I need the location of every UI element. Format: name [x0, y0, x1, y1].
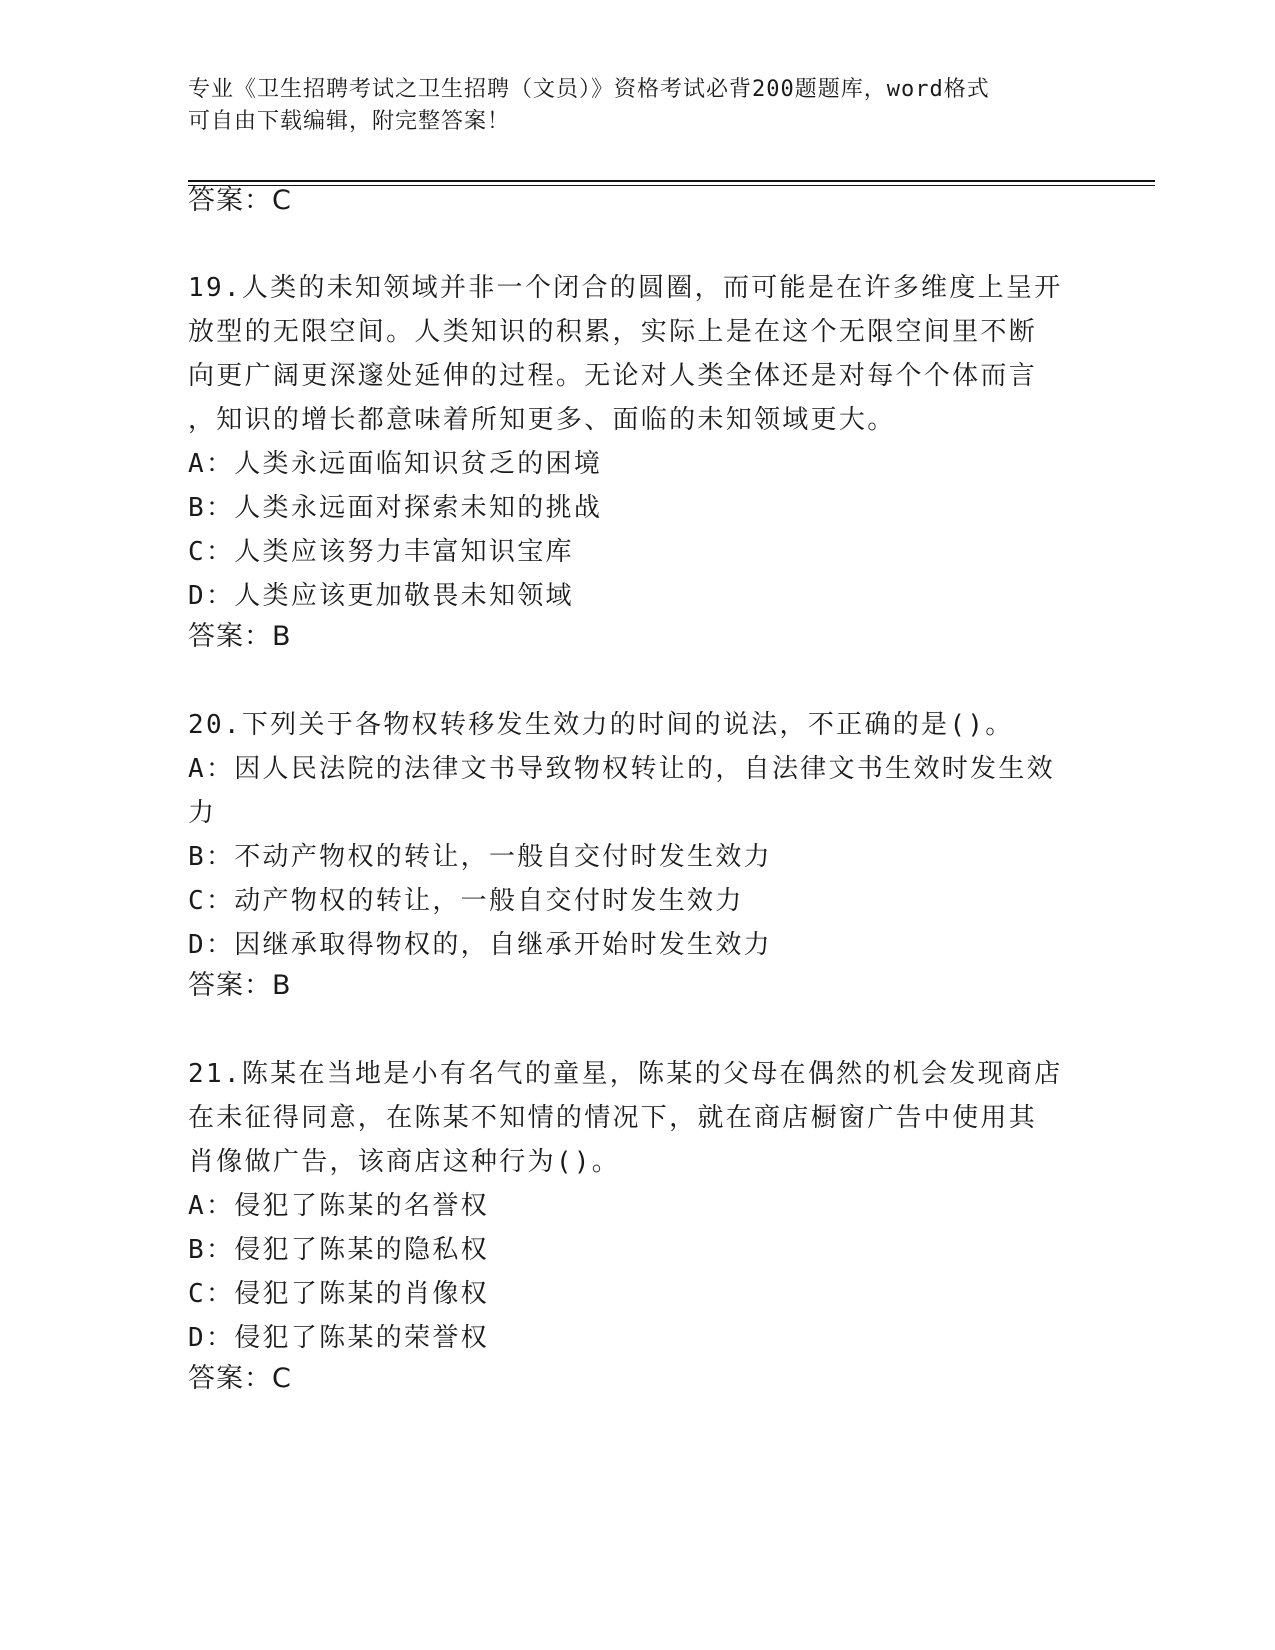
question-stem-line: ，知识的增长都意味着所知更多、面临的未知领域更大。	[188, 405, 896, 435]
question-stem-line: 19.人类的未知领域并非一个闭合的圆圈，而可能是在许多维度上呈开	[188, 273, 1063, 303]
answer: 答案：C	[188, 1363, 292, 1394]
option-d: D：因继承取得物权的，自继承开始时发生效力	[188, 930, 772, 960]
option-a: A：人类永远面临知识贫乏的困境	[188, 449, 603, 479]
header-line-2: 可自由下载编辑，附完整答案！	[188, 109, 511, 134]
option-d: D：侵犯了陈某的荣誉权	[188, 1323, 489, 1353]
answer: 答案：B	[188, 621, 292, 652]
page-header	[188, 74, 1068, 138]
question-stem-line: 21.陈某在当地是小有名气的童星，陈某的父母在偶然的机会发现商店	[188, 1059, 1063, 1089]
header-rule-thick	[188, 180, 1155, 182]
option-b: B：人类永远面对探索未知的挑战	[188, 493, 603, 523]
option-b: B：不动产物权的转让，一般自交付时发生效力	[188, 842, 772, 872]
option-c: C：动产物权的转让，一般自交付时发生效力	[188, 886, 744, 916]
option-c: C：人类应该努力丰富知识宝库	[188, 537, 574, 567]
option-a: A：侵犯了陈某的名誉权	[188, 1191, 489, 1221]
header-line-1: 专业《卫生招聘考试之卫生招聘（文员）》资格考试必背200题题库，word格式	[188, 77, 990, 102]
question-stem-line: 向更广阔更深邃处延伸的过程。无论对人类全体还是对每个个体而言	[188, 361, 1038, 391]
question-stem-line: 20.下列关于各物权转移发生效力的时间的说法，不正确的是()。	[188, 710, 1014, 740]
option-a: A：因人民法院的法律文书导致物权转让的，自法律文书生效时发生效	[188, 754, 1055, 784]
question-stem-line: 肖像做广告，该商店这种行为()。	[188, 1147, 621, 1177]
option-c: C：侵犯了陈某的肖像权	[188, 1279, 489, 1309]
answer: 答案：B	[188, 970, 292, 1001]
previous-answer: 答案：C	[188, 185, 292, 216]
question-stem-line: 放型的无限空间。人类知识的积累，实际上是在这个无限空间里不断	[188, 317, 1038, 347]
option-b: B：侵犯了陈某的隐私权	[188, 1235, 489, 1265]
option-d: D：人类应该更加敬畏未知领域	[188, 581, 574, 611]
header-rule-thin	[188, 185, 1155, 186]
question-stem-line: 在未征得同意，在陈某不知情的情况下，就在商店橱窗广告中使用其	[188, 1103, 1038, 1133]
option-a-continued: 力	[188, 798, 217, 828]
